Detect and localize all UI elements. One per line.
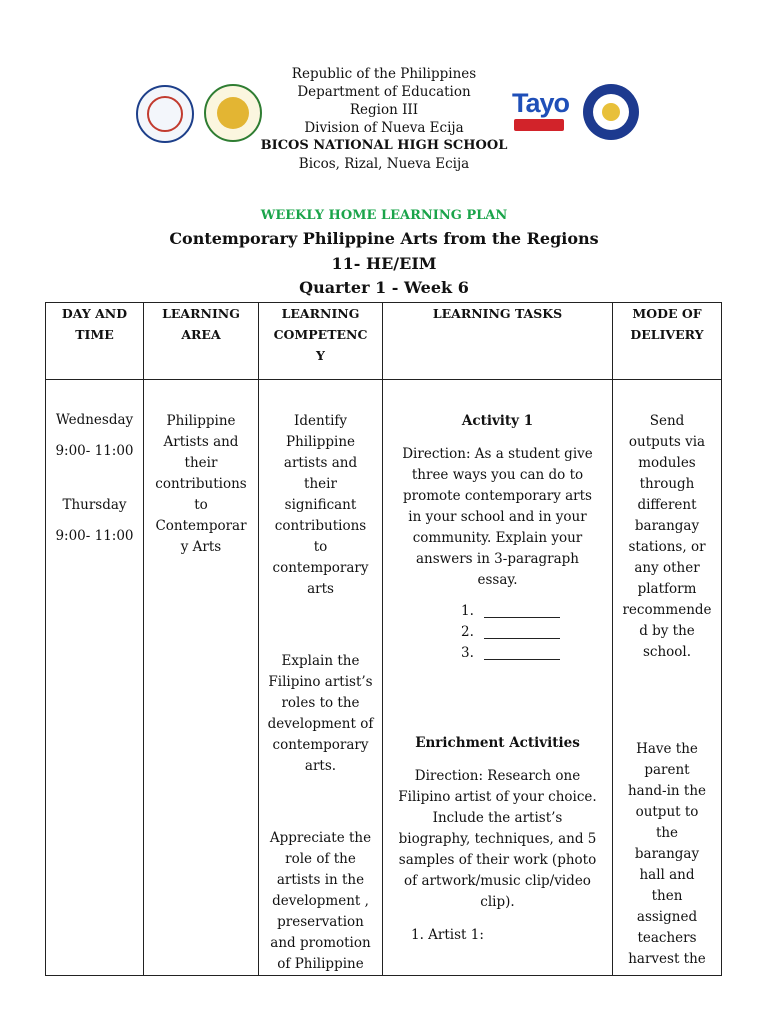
header-department: Department of Education bbox=[297, 84, 471, 100]
activity-1-title: Activity 1 bbox=[461, 413, 534, 429]
header-republic: Republic of the Philippines bbox=[291, 66, 477, 82]
header-learning-area: LEARNING AREA bbox=[144, 303, 259, 380]
learning-plan-table bbox=[45, 302, 722, 976]
competency-explain: Explain the Filipino artist’s roles to the development of contemporary arts. bbox=[267, 653, 374, 774]
header-mode-of-delivery: MODE OF DELIVERY bbox=[613, 303, 722, 380]
delivery-hand-in: Have the parent hand-in the output to the barangay hall and then assigned teachers harvest the bbox=[627, 741, 707, 967]
enrichment-artist-item: 1. Artist 1: bbox=[411, 927, 484, 943]
list-item: 3. bbox=[461, 643, 604, 664]
answer-blank-2[interactable] bbox=[484, 626, 560, 639]
delivery-send-outputs: Send outputs via modules through different barangay stations, or any other platform recommende d by the school. bbox=[622, 413, 712, 660]
answer-blank-3[interactable] bbox=[484, 647, 560, 660]
plan-title: WEEKLY HOME LEARNING PLAN bbox=[260, 208, 508, 223]
day-thursday: Thursday bbox=[62, 497, 127, 513]
cell-learning-competency bbox=[259, 380, 383, 976]
list-item: 2. bbox=[461, 622, 604, 643]
grade-title: 11- HE/EIM bbox=[331, 254, 437, 273]
answer-blank-1[interactable] bbox=[484, 605, 560, 618]
header-school: BICOS NATIONAL HIGH SCHOOL bbox=[260, 138, 508, 153]
cell-learning-area bbox=[144, 380, 259, 976]
competency-identify: Identify Philippine artists and their significant contributions to contemporary arts bbox=[272, 413, 369, 597]
enrichment-direction: Direction: Research one Filipino artist of your choice. Include the artist’s biography, techniques, and 5 samples of their work (photo of artwork/music clip/video clip). bbox=[398, 768, 597, 910]
header-learning-competency: LEARNING COMPETENC Y bbox=[259, 303, 383, 380]
enrichment-title: Enrichment Activities bbox=[415, 735, 580, 751]
learning-area-text: Philippine Artists and their contributions to Contemporar y Arts bbox=[155, 413, 247, 555]
time-thursday: 9:00- 11:00 bbox=[55, 528, 134, 544]
list-item: 1. bbox=[461, 601, 604, 622]
subject-title: Contemporary Philippine Arts from the Regions bbox=[169, 229, 599, 248]
quarter-title: Quarter 1 - Week 6 bbox=[299, 278, 469, 297]
activity-1-answer-list bbox=[391, 601, 604, 664]
table-row bbox=[46, 380, 722, 976]
cell-mode-of-delivery bbox=[613, 380, 722, 976]
tayo-logo: Tayo bbox=[506, 84, 566, 134]
header-learning-tasks: LEARNING TASKS bbox=[383, 303, 613, 380]
cell-learning-tasks bbox=[383, 380, 613, 976]
table-header-row bbox=[46, 303, 722, 380]
cell-day-time bbox=[46, 380, 144, 976]
activity-1-direction: Direction: As a student give three ways you can do to promote contemporary arts in your school and in your community. Explain your answers in 3-paragraph essay. bbox=[402, 446, 593, 588]
time-wednesday: 9:00- 11:00 bbox=[55, 443, 134, 459]
header-region: Region III bbox=[349, 102, 419, 118]
header-division: Division of Nueva Ecija bbox=[304, 120, 464, 136]
header-address: Bicos, Rizal, Nueva Ecija bbox=[298, 156, 470, 172]
header-day-time: DAY AND TIME bbox=[46, 303, 144, 380]
day-wednesday: Wednesday bbox=[55, 412, 134, 428]
competency-appreciate: Appreciate the role of the artists in the development , preservation and promotion of Philippine bbox=[269, 830, 372, 972]
